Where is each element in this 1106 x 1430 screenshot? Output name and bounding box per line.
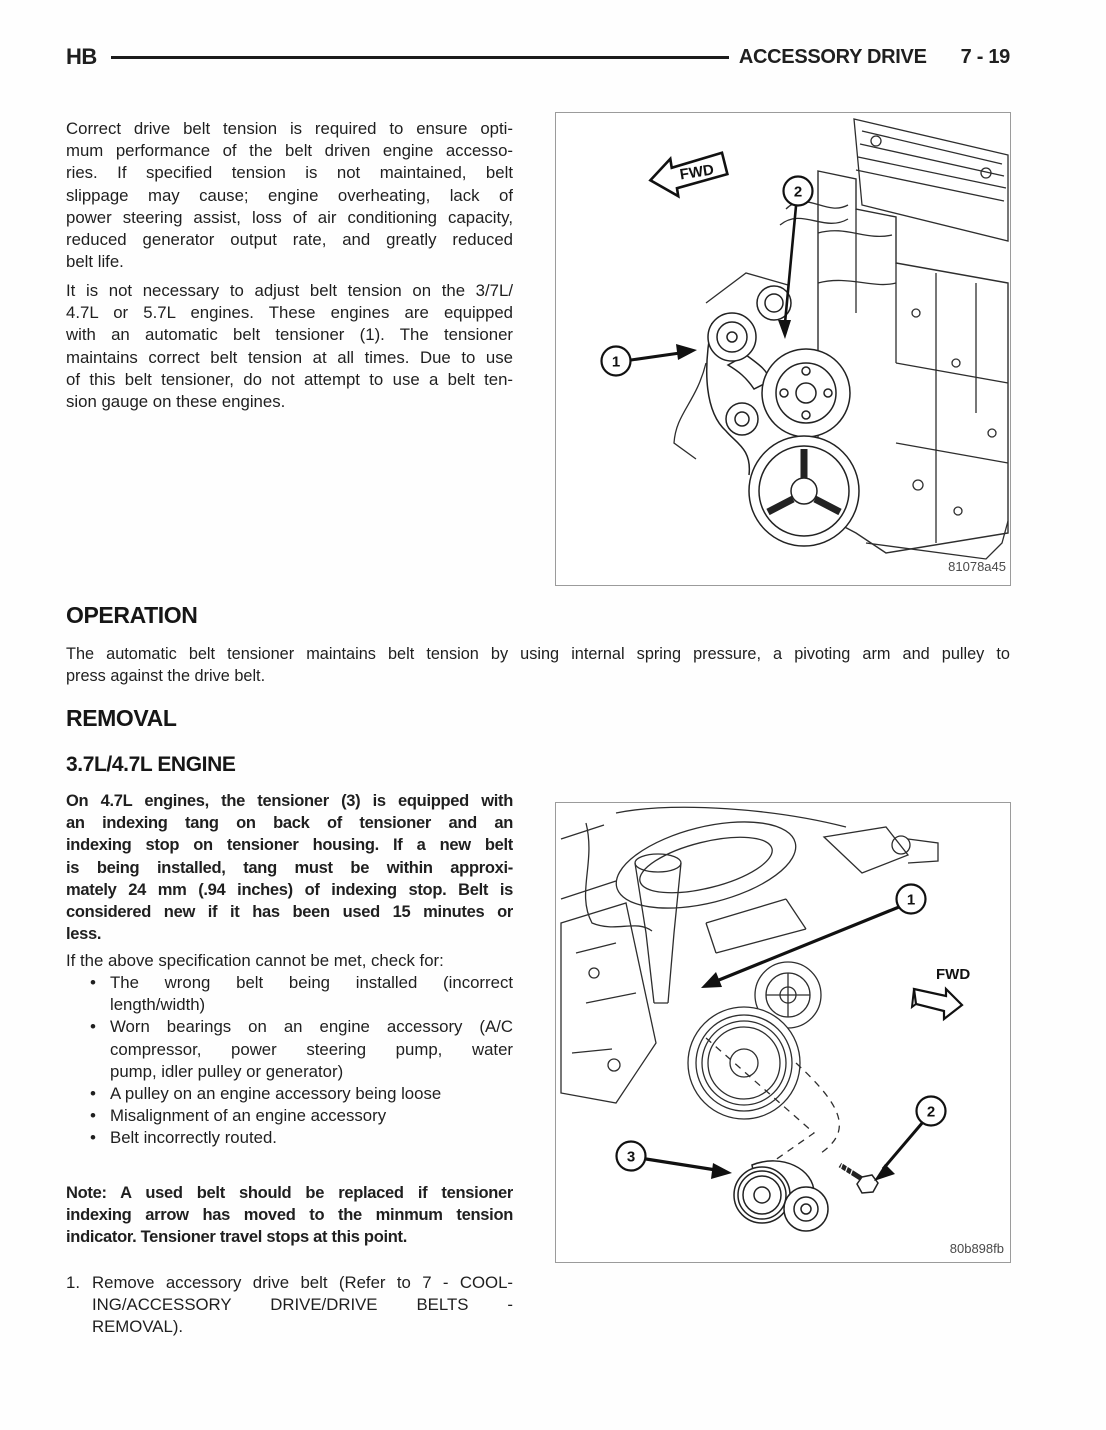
manual-code: HB [66, 44, 97, 69]
text-line: is being installed, tang must be within approxi- [66, 858, 513, 877]
figure1-line-art [556, 113, 1009, 584]
text-line: less. [66, 925, 102, 944]
list-item-text [110, 1016, 513, 1083]
intro-paragraph-2 [66, 280, 513, 413]
list-item-text [110, 1127, 513, 1149]
page-number: 7 - 19 [960, 45, 1010, 68]
fwd-label: FWD [936, 966, 971, 983]
text-line: Correct drive belt tension is required to ensure opti- [66, 119, 513, 138]
intro-paragraph-1 [66, 118, 513, 273]
figure2-line-art [556, 803, 1009, 1261]
text-line: sion gauge on these engines. [66, 392, 286, 412]
list-item [66, 1016, 513, 1083]
text-line: indexing arrow has moved to the minmum tension [66, 1206, 513, 1225]
callout-3 [617, 1142, 733, 1180]
callout-1-number: 1 [906, 891, 916, 909]
text-line: It is not necessary to adjust belt tension on the 3/7L/ [66, 281, 513, 300]
operation-heading: OPERATION [66, 602, 198, 628]
text-line: reduced generator output rate, and greatly reduced [66, 230, 513, 250]
list-item-text [110, 1105, 513, 1127]
text-line: The automatic belt tensioner maintains belt tension by using internal spring pressure, a pivoting arm and pulley to [66, 645, 1010, 663]
bullet-icon [90, 1083, 110, 1105]
text-line: indicator. Tensioner travel stops at this point. [66, 1228, 408, 1247]
text-line: A pulley on an engine accessory being loose [110, 1084, 442, 1104]
bullet-icon [90, 972, 110, 1016]
section-title: ACCESSORY DRIVE [738, 45, 927, 68]
text-line: maintains correct belt tension at all times. Due to use [66, 347, 513, 367]
text-line: Belt incorrectly routed. [110, 1128, 277, 1148]
numbered-step-1 [66, 1272, 513, 1339]
text-line: with an automatic belt tensioner (1). The tensioner [66, 325, 513, 345]
check-list [66, 972, 513, 1150]
text-line: of this belt tensioner, do not attempt to use a belt ten- [66, 369, 513, 389]
header-rule [111, 56, 729, 59]
callout-1 [602, 344, 698, 376]
callout-2 [874, 1097, 946, 1182]
text-line: belt life. [66, 252, 124, 272]
fwd-arrow-icon [912, 966, 970, 1019]
text-line: On 4.7L engines, the tensioner (3) is equipped with [66, 792, 513, 810]
check-intro-line: If the above specification cannot be met, check for: [66, 951, 444, 970]
bullet-icon [90, 1127, 110, 1149]
fwd-label: FWD [678, 161, 716, 184]
list-item [66, 1083, 513, 1105]
list-item [66, 1105, 513, 1127]
callout-3-number: 3 [626, 1148, 636, 1166]
engine-block-art-2 [561, 806, 938, 1165]
list-item-text [110, 972, 513, 1016]
step-text [92, 1272, 513, 1339]
text-line: power steering assist, loss of air conditioning capacity, [66, 207, 513, 227]
mounting-bolt [840, 1162, 878, 1193]
text-line: considered new if it has been used 15 minutes or [66, 903, 513, 922]
tensioner-spec-paragraph [66, 790, 513, 945]
text-line: Note: A used belt should be replaced if tensioner [66, 1184, 513, 1202]
callout-2-number: 2 [926, 1103, 936, 1121]
figure-tensioner-removal [555, 802, 1011, 1263]
callout-2-number: 2 [793, 183, 803, 201]
text-line: length/width) [110, 995, 206, 1015]
text-line: Remove accessory drive belt (Refer to 7 - COOL- [92, 1273, 513, 1292]
bullet-icon [90, 1016, 110, 1083]
text-line: compressor, power steering pump, water [110, 1039, 513, 1059]
text-line: press against the drive belt. [66, 667, 266, 686]
engine-subheading: 3.7L/4.7L ENGINE [66, 753, 236, 776]
list-item-text [110, 1083, 513, 1105]
note-paragraph [66, 1182, 513, 1249]
removal-heading: REMOVAL [66, 705, 177, 731]
text-line: mum performance of the belt driven engine accesso- [66, 141, 513, 161]
step-number: 1. [66, 1273, 80, 1292]
bullet-icon [90, 1105, 110, 1127]
text-line: an indexing tang on back of tensioner and an [66, 814, 513, 833]
fwd-arrow-icon [648, 150, 730, 200]
figure-belt-tensioner-location [555, 112, 1011, 586]
tensioner-assembly [734, 1161, 828, 1231]
operation-paragraph [66, 643, 1010, 687]
text-line: mately 24 mm (.94 inches) of indexing stop. Belt is [66, 880, 513, 899]
text-line: ries. If specified tension is not maintained, belt [66, 163, 513, 183]
callout-1 [701, 885, 926, 989]
text-line: Misalignment of an engine accessory [110, 1106, 387, 1126]
figure1-code: 81078a45 [948, 559, 1006, 574]
text-line: Worn bearings on an engine accessory (A/C [110, 1017, 513, 1037]
callout-1-number: 1 [611, 353, 621, 371]
figure2-code: 80b898fb [949, 1241, 1004, 1256]
list-item [66, 1127, 513, 1149]
page-header [66, 44, 1010, 70]
text-line: pump, idler pulley or generator) [110, 1061, 344, 1081]
text-line: The wrong belt being installed (incorrect [110, 973, 513, 992]
text-line: 4.7L or 5.7L engines. These engines are equipped [66, 303, 513, 323]
text-line: ING/ACCESSORY DRIVE/DRIVE BELTS - [92, 1295, 513, 1315]
text-line: slippage may cause; engine overheating, lack of [66, 185, 513, 205]
list-item [66, 972, 513, 1016]
text-line: REMOVAL). [92, 1317, 184, 1337]
text-line: indexing stop on tensioner housing. If a new belt [66, 836, 513, 855]
